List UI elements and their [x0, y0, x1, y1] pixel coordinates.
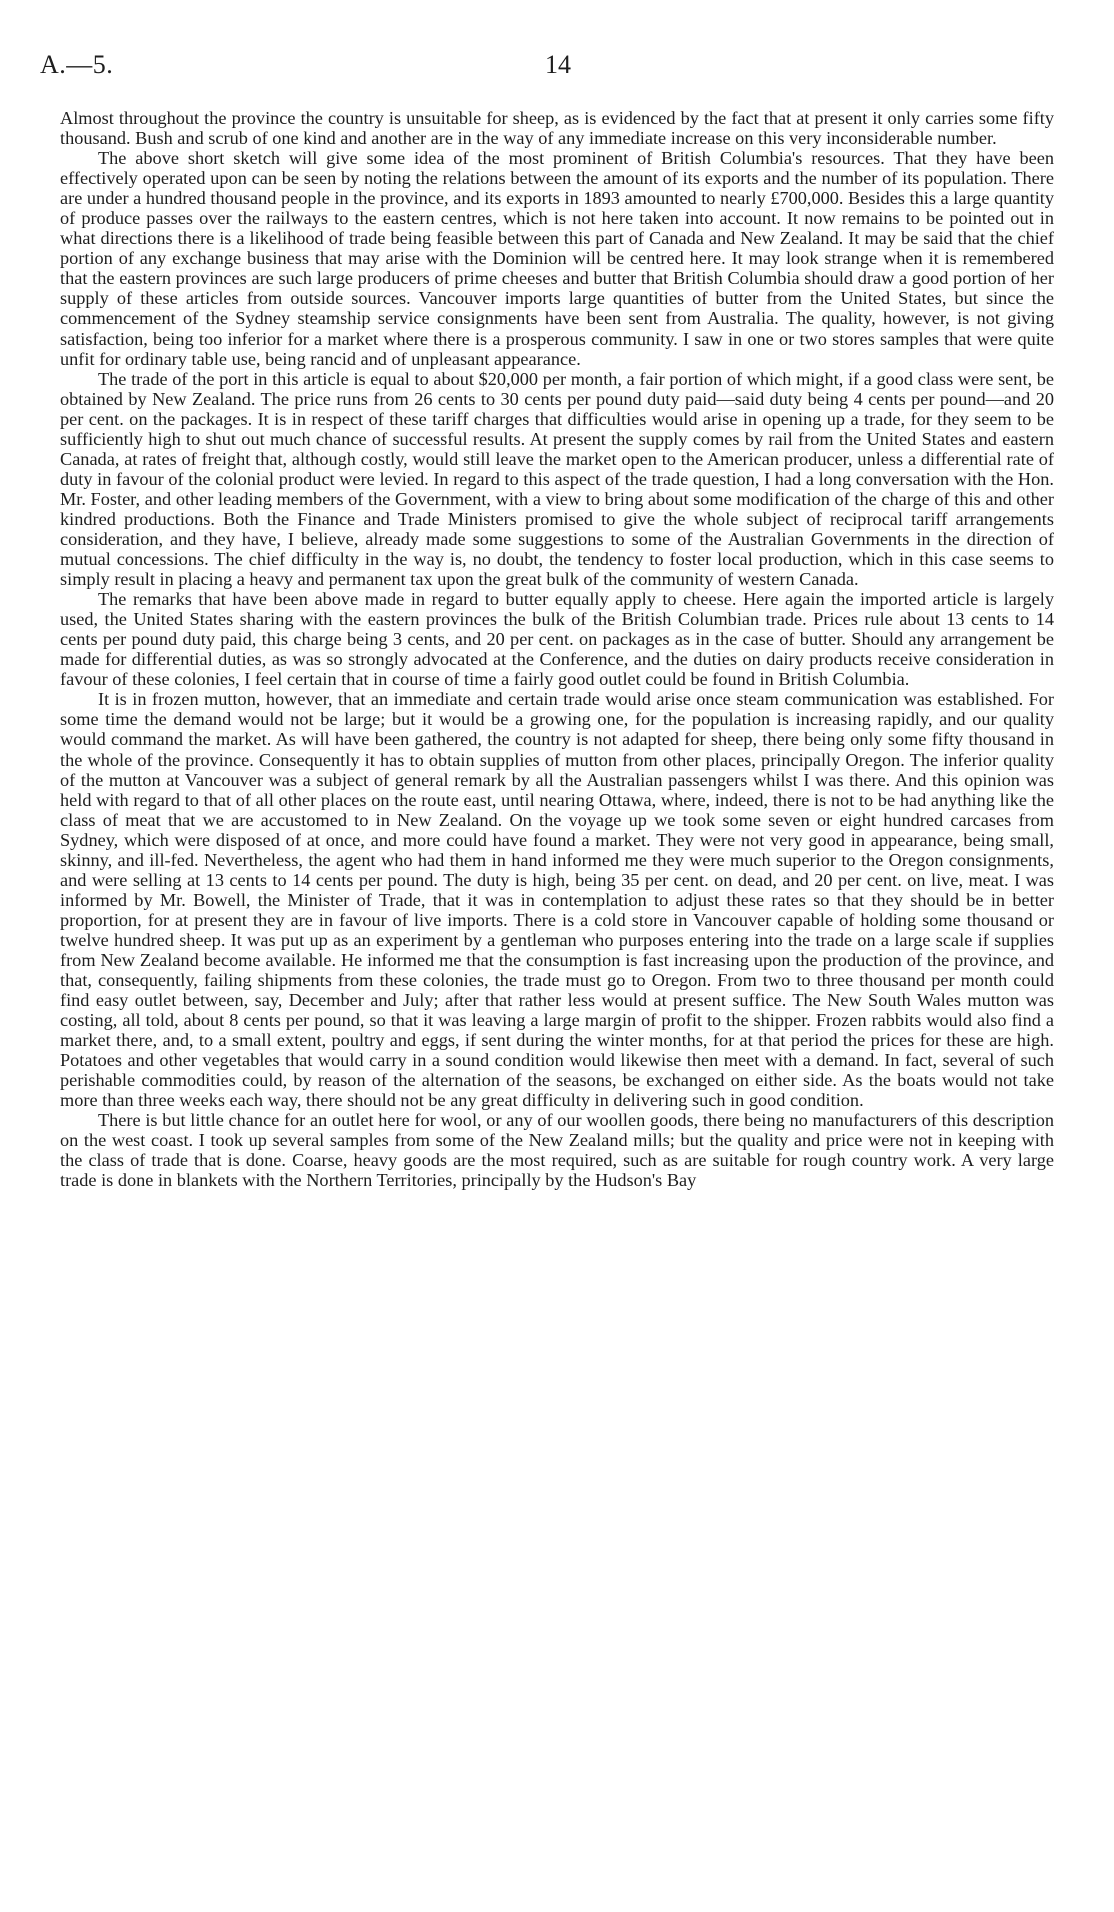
page-header	[40, 50, 1060, 86]
paragraph-butter-trade: The trade of the port in this article is equal to about $20,000 per month, a fair portion of which might, if a good class were sent, be obtained by New Zealand. The price runs from 26 cents to 30 cents per pound duty paid—said duty being 4 cents per pound—and 20 per cent. on the packages. It is in respect of these tariff charges that difficulties would arise in opening up a trade, for they seem to be sufficiently high to shut out much chance of successful results. At present the supply comes by rail from the United States and eastern Canada, at rates of freight that, although costly, would still leave the market open to the American producer, unless a differential rate of duty in favour of the colonial product were levied. In regard to this aspect of the trade question, I had a long conversation with the Hon. Mr. Foster, and other leading members of the Government, with a view to bring about some modification of the charge of this and other kindred productions. Both the Finance and Trade Ministers promised to give the whole subject of reciprocal tariff arrangements consideration, and they have, I believe, already made some suggestions to some of the Australian Governments in the direction of mutual concessions. The chief difficulty in the way is, no doubt, the tendency to foster local production, which in this case seems to simply result in placing a heavy and permanent tax upon the great bulk of the community of western Canada.	[60, 368, 1054, 590]
paragraph-sheep-unsuitable: Almost throughout the province the country is unsuitable for sheep, as is evidenced by the fact that at present it only carries some fifty thousand. Bush and scrub of one kind and another are in the way of any immediate increase on this very inconsiderable number.	[60, 108, 1054, 149]
paper-reference: A.—5.	[40, 50, 114, 79]
paragraph-frozen-mutton: It is in frozen mutton, however, that an immediate and certain trade would arise once steam communication was established. For some time the demand would not be large; but it would be a growing one, for the population is increasing rapidly, and our quality would command the market. As will have been gathered, the country is not adapted for sheep, there being only some fifty thousand in the whole of the province. Consequently it has to obtain supplies of mutton from other places, principally Oregon. The inferior quality of the mutton at Vancouver was a subject of general remark by all the Australian passengers whilst I was there. And this opinion was held with regard to that of all other places on the route east, until nearing Ottawa, where, indeed, there is not to be had anything like the class of meat that we are accustomed to in New Zealand. On the voyage up we took some seven or eight hundred carcases from Sydney, which were disposed of at once, and more could have found a market. They were not very good in appearance, being small, skinny, and ill-fed. Nevertheless, the agent who had them in hand informed me they were much superior to the Oregon consignments, and were selling at 13 cents to 14 cents per pound. The duty is high, being 35 per cent. on dead, and 20 per cent. on live, meat. I was informed by Mr. Bowell, the Minister of Trade, that it was in contemplation to adjust these rates so that they should be in better proportion, for at present they are in favour of live imports. There is a cold store in Vancouver capable of holding some thousand or twelve hundred sheep. It was put up as an experiment by a gentleman who purposes entering into the trade on a large scale if supplies from New Zealand become available. He informed me that the consumption is fast increasing upon the production of the province, and that, consequently, failing shipments from these colonies, the trade must go to Oregon. From two to three thousand per month could find easy outlet between, say, December and July; after that rather less would at present suffice. The New South Wales mutton was costing, all told, about 8 cents per pound, so that it was leaving a large margin of profit to the shipper. Frozen rabbits would also find a market there, and, to a small extent, poultry and eggs, if sent during the winter months, for at that period the prices for these are high. Potatoes and other vegetables that would carry in a sound condition would likewise then meet with a demand. In fact, several of such perishable commodities could, by reason of the alternation of the seasons, be exchanged on either side. As the boats would not take more than three weeks each way, there should not be any great difficulty in delivering such in good condition.	[60, 689, 1054, 1111]
page-number: 14	[545, 50, 571, 79]
body-text	[60, 108, 1054, 1191]
paragraph-wool-woollen-goods: There is but little chance for an outlet here for wool, or any of our woollen goods, there being no manufacturers of this description on the west coast. I took up several samples from some of the New Zealand mills; but the quality and price were not in keeping with the class of trade that is done. Coarse, heavy goods are the most required, such as are suitable for rough country work. A very large trade is done in blankets with the Northern Territories, principally by the Hudson's Bay	[60, 1110, 1054, 1191]
paragraph-cheese-trade: The remarks that have been above made in regard to butter equally apply to cheese. Here again the imported article is largely used, the United States sharing with the eastern provinces the bulk of the British Columbian trade. Prices rule about 13 cents to 14 cents per pound duty paid, this charge being 3 cents, and 20 per cent. on packages as in the case of butter. Should any arrangement be made for differential duties, as was so strongly advocated at the Conference, and the duties on dairy products receive consideration in favour of these colonies, I feel certain that in course of time a fairly good outlet could be found in British Columbia.	[60, 589, 1054, 690]
paragraph-resources-trade: The above short sketch will give some idea of the most prominent of British Columbia's resources. That they have been effectively operated upon can be seen by noting the relations between the amount of its exports and the number of its population. There are under a hundred thousand people in the province, and its exports in 1893 amounted to nearly £700,000. Besides this a large quantity of produce passes over the railways to the eastern centres, which is not here taken into account. It now remains to be pointed out in what directions there is a likelihood of trade being feasible between this part of Canada and New Zealand. It may be said that the chief portion of any exchange business that may arise with the Dominion will be centred here. It may look strange when it is remembered that the eastern provinces are such large producers of prime cheeses and butter that British Columbia should draw a good portion of her supply of these articles from outside sources. Vancouver imports large quantities of butter from the United States, but since the commencement of the Sydney steamship service consignments have been sent from Australia. The quality, however, is not giving satisfaction, being too inferior for a market where there is a prosperous community. I saw in one or two stores samples that were quite unfit for ordinary table use, being rancid and of unpleasant appearance.	[60, 148, 1054, 369]
